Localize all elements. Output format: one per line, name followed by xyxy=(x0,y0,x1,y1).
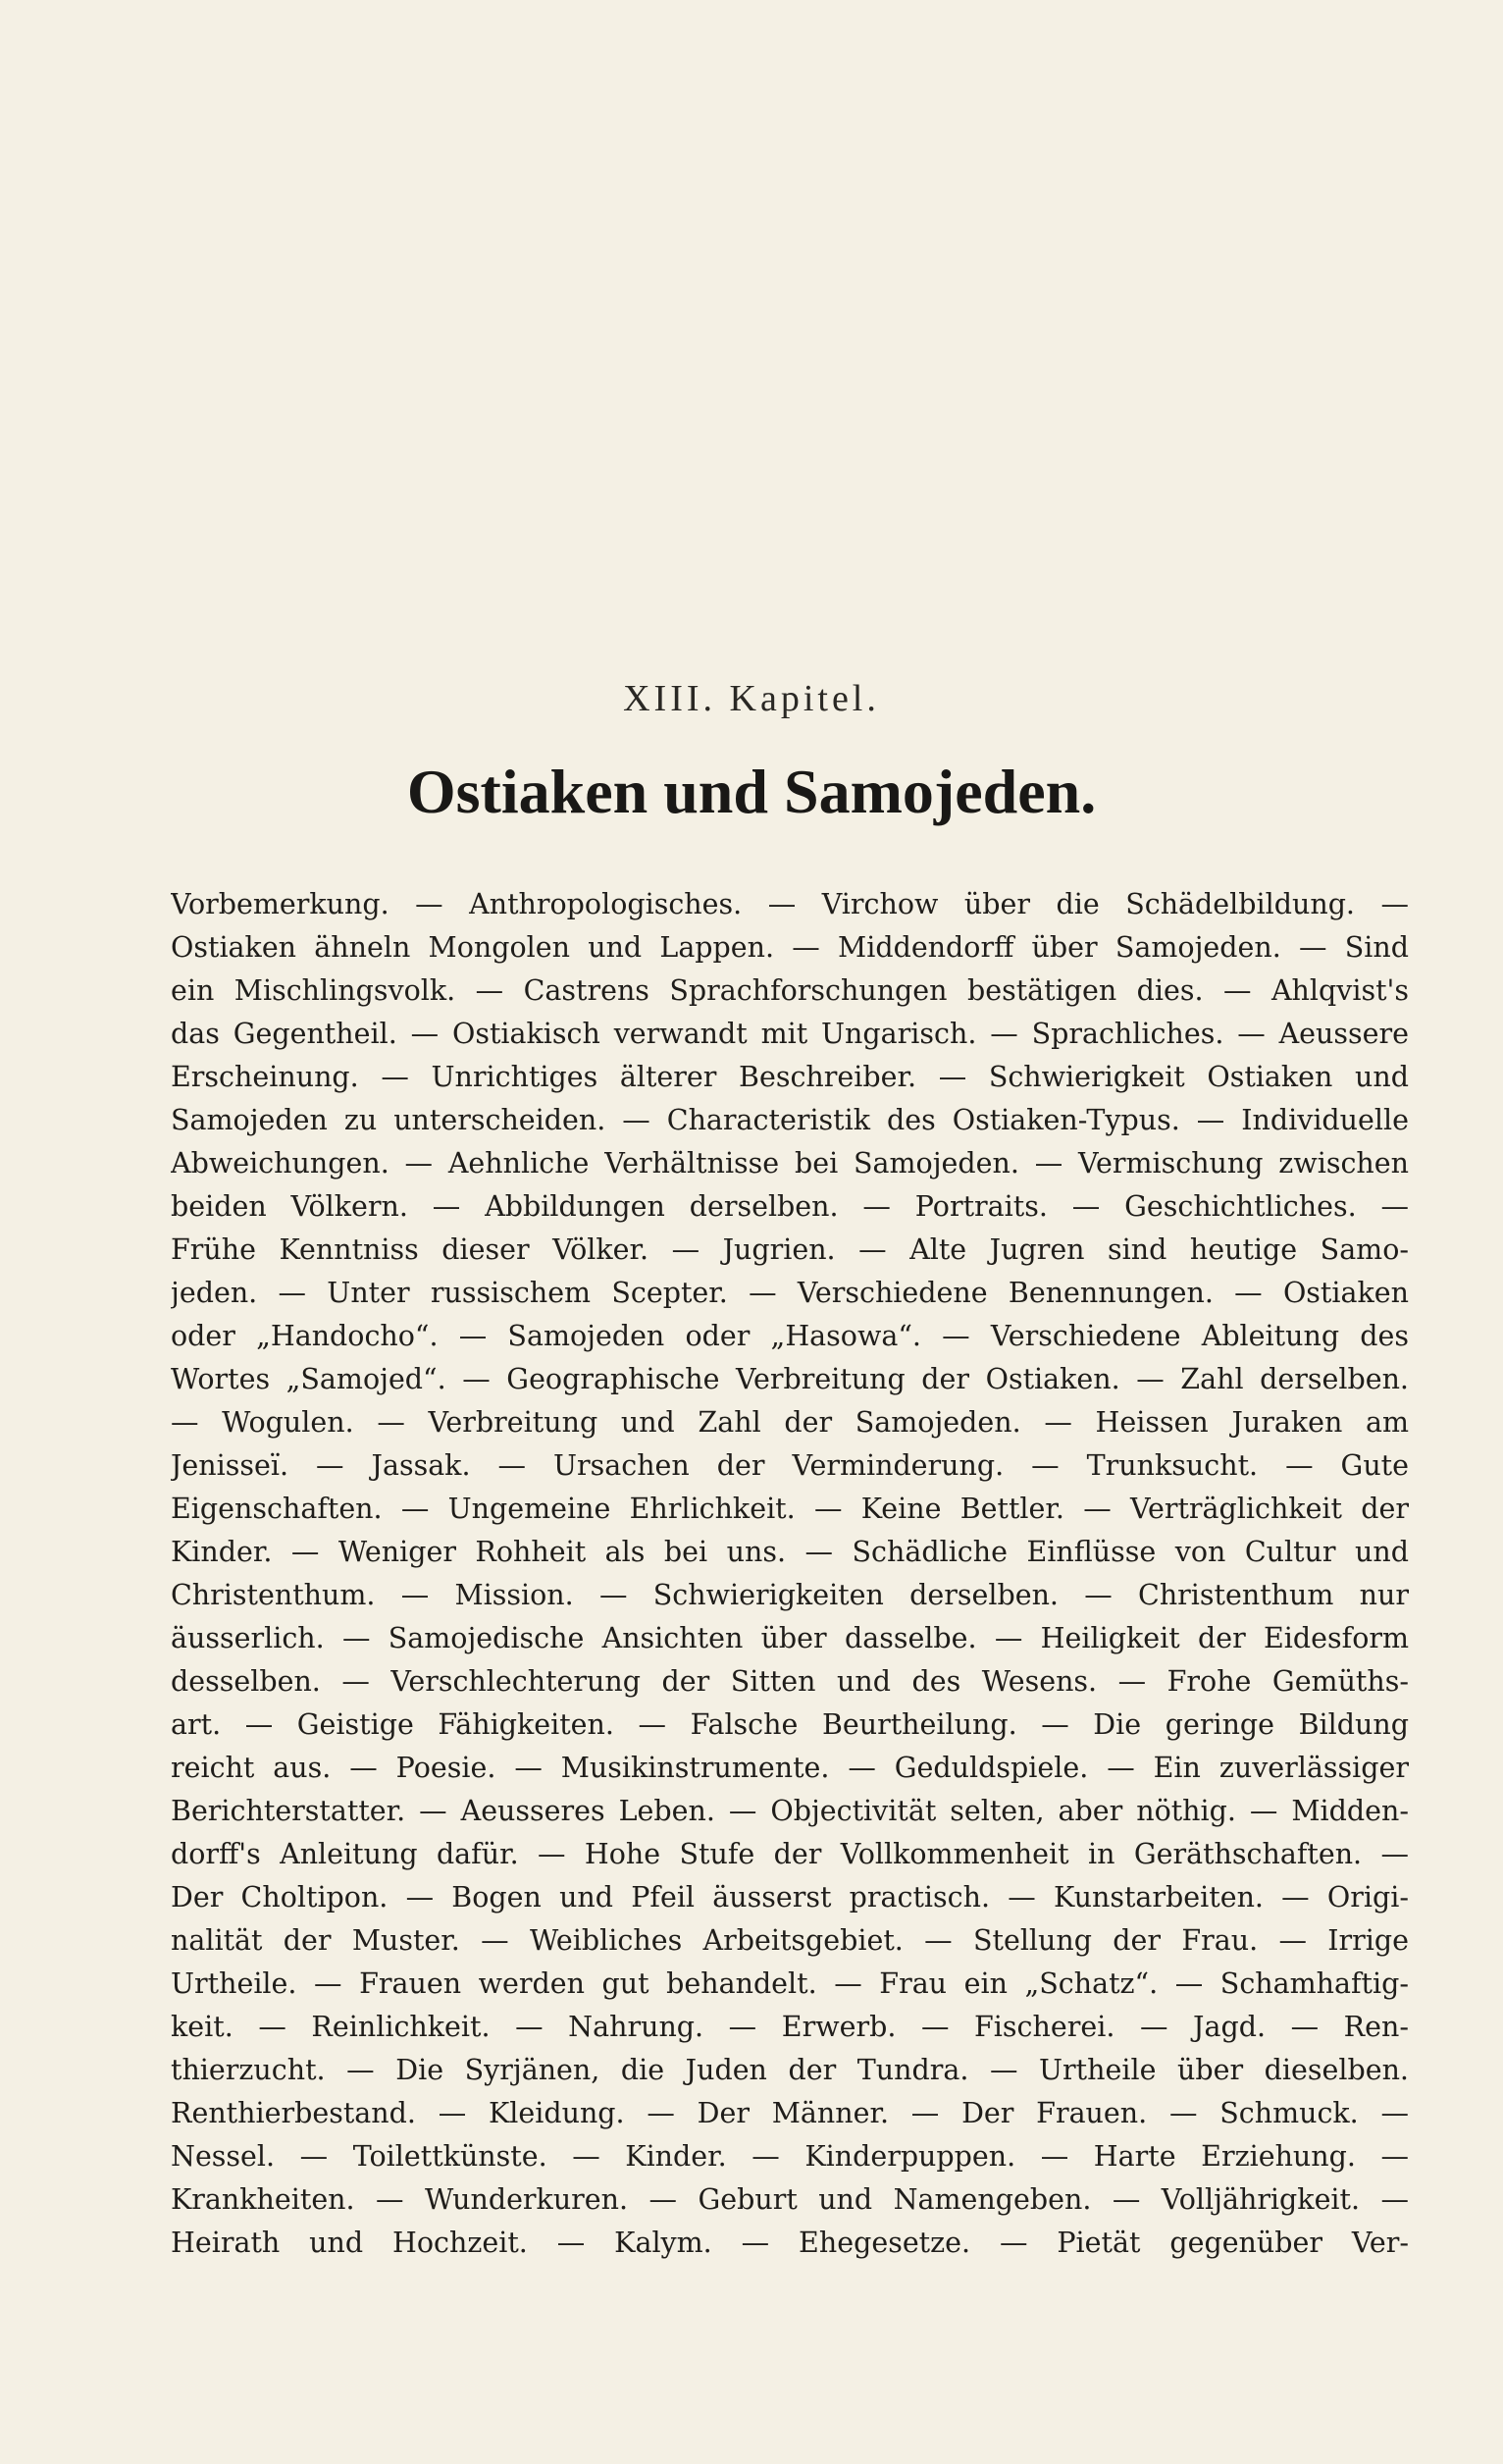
summary-line: Wortes „Samojed“. — Geographische Verbreitung der Ostiaken. — Zahl derselben. xyxy=(171,1363,1409,1395)
summary-line: beiden Völkern. — Abbildungen derselben. — Portraits. — Geschichtliches. — xyxy=(171,1190,1409,1223)
summary-line: desselben. — Verschlechterung der Sitten und des Wesens. — Frohe Gemüths- xyxy=(171,1665,1409,1698)
summary-line: Jenisseï. — Jassak. — Ursachen der Verminderung. — Trunksucht. — Gute xyxy=(171,1449,1409,1482)
summary-line: Nessel. — Toilettkünste. — Kinder. — Kinderpuppen. — Harte Erziehung. — xyxy=(171,2140,1409,2173)
summary-line: Eigenschaften. — Ungemeine Ehrlichkeit. — Keine Bettler. — Verträglichkeit der xyxy=(171,1493,1409,1525)
summary-line: jeden. — Unter russischem Scepter. — Verschiedene Benennungen. — Ostiaken xyxy=(171,1277,1409,1309)
summary-line: nalität der Muster. — Weibliches Arbeitsgebiet. — Stellung der Frau. — Irrige xyxy=(171,1924,1409,1957)
summary-line: Kinder. — Weniger Rohheit als bei uns. — Schädliche Einflüsse von Cultur und xyxy=(171,1536,1409,1568)
summary-line: Urtheile. — Frauen werden gut behandelt. — Frau ein „Schatz“. — Schamhaftig- xyxy=(171,1967,1409,2000)
summary-line: Christenthum. — Mission. — Schwierigkeiten derselben. — Christenthum nur xyxy=(171,1579,1409,1611)
summary-line: — Wogulen. — Verbreitung und Zahl der Samojeden. — Heissen Juraken am xyxy=(171,1406,1409,1439)
summary-line: keit. — Reinlichkeit. — Nahrung. — Erwerb. — Fischerei. — Jagd. — Ren- xyxy=(171,2011,1409,2043)
summary-line: Der Choltipon. — Bogen und Pfeil äusserst practisch. — Kunstarbeiten. — Origi- xyxy=(171,1881,1409,1914)
summary-line: Samojeden zu unterscheiden. — Characteristik des Ostiaken-Typus. — Individuelle xyxy=(171,1104,1409,1136)
chapter-title: Ostiaken und Samojeden. xyxy=(406,757,1097,826)
summary-line: Frühe Kenntniss dieser Völker. — Jugrien. — Alte Jugren sind heutige Samo- xyxy=(171,1233,1409,1266)
summary-line: art. — Geistige Fähigkeiten. — Falsche Beurtheilung. — Die geringe Bildung xyxy=(171,1708,1409,1741)
summary-line: dorff's Anleitung dafür. — Hohe Stufe der Vollkommenheit in Geräthschaften. — xyxy=(171,1838,1409,1870)
summary-line: Renthierbestand. — Kleidung. — Der Männer. — Der Frauen. — Schmuck. — xyxy=(171,2097,1409,2129)
summary-line: thierzucht. — Die Syrjänen, die Juden der Tundra. — Urtheile über dieselben. xyxy=(171,2054,1409,2086)
summary-line: Erscheinung. — Unrichtiges älterer Beschreiber. — Schwierigkeit Ostiaken und xyxy=(171,1061,1409,1093)
summary-line: Vorbemerkung. — Anthropologisches. — Virchow über die Schädelbildung. — xyxy=(171,888,1409,920)
summary-line: Ostiaken ähneln Mongolen und Lappen. — Middendorff über Samojeden. — Sind xyxy=(171,931,1409,964)
summary-line: äusserlich. — Samojedische Ansichten über dasselbe. — Heiligkeit der Eidesform xyxy=(171,1622,1409,1654)
chapter-label: XIII. Kapitel. xyxy=(623,678,880,719)
summary-line: Krankheiten. — Wunderkuren. — Geburt und Namengeben. — Volljährigkeit. — xyxy=(171,2183,1409,2216)
summary-line: ein Mischlingsvolk. — Castrens Sprachforschungen bestätigen dies. — Ahlqvist's xyxy=(171,974,1409,1007)
summary-line: oder „Handocho“. — Samojeden oder „Hasowa“. — Verschiedene Ableitung des xyxy=(171,1320,1409,1352)
chapter-summary xyxy=(171,883,1409,2265)
summary-line: Abweichungen. — Aehnliche Verhältnisse bei Samojeden. — Vermischung zwischen xyxy=(171,1147,1409,1180)
summary-line: das Gegentheil. — Ostiakisch verwandt mit Ungarisch. — Sprachliches. — Aeussere xyxy=(171,1018,1409,1050)
summary-line: Berichterstatter. — Aeusseres Leben. — Objectivität selten, aber nöthig. — Midden- xyxy=(171,1795,1409,1827)
summary-line: reicht aus. — Poesie. — Musikinstrumente. — Geduldspiele. — Ein zuverlässiger xyxy=(171,1752,1409,1784)
summary-line: Heirath und Hochzeit. — Kalym. — Ehegesetze. — Pietät gegenüber Ver- xyxy=(171,2227,1409,2259)
